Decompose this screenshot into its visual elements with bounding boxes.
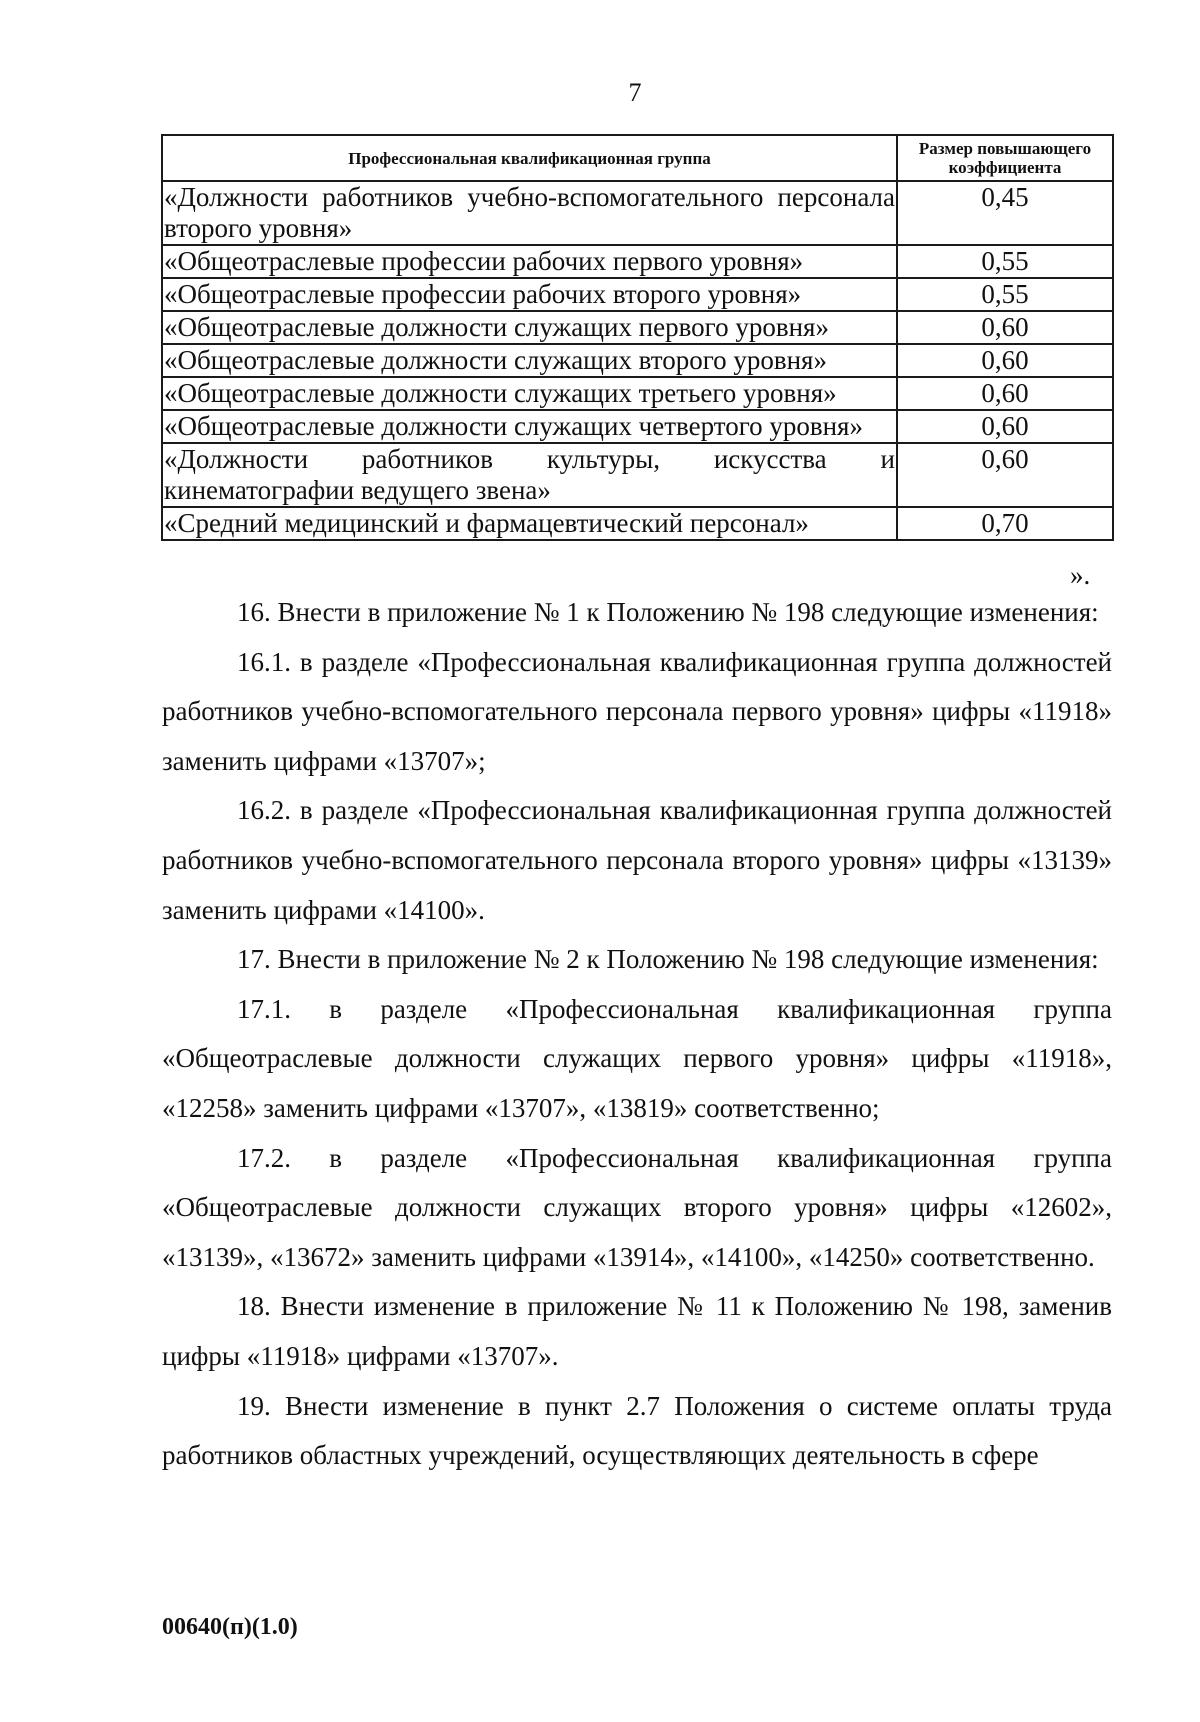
coefficient-cell: 0,60: [897, 443, 1113, 507]
group-cell: «Средний медицинский и фармацевтический персонал»: [162, 507, 897, 540]
coefficient-table: [161, 134, 1114, 541]
table-row: [162, 507, 1113, 540]
group-cell: «Общеотраслевые должности служащих второго уровня»: [162, 344, 897, 377]
paragraph-16-1: 16.1. в разделе «Профессиональная квалификационная группа должностей работников учебно-вспомогательного персонала первого уровня» цифры «11918» заменить цифрами «13707»;: [162, 646, 1112, 776]
coefficient-cell: 0,70: [897, 507, 1113, 540]
paragraph-17: 17. Внести в приложение № 2 к Положению № 198 следующие изменения:: [237, 944, 1099, 975]
group-cell: «Общеотраслевые профессии рабочих первого уровня»: [162, 245, 897, 278]
paragraph-16-2: 16.2. в разделе «Профессиональная квалификационная группа должностей работников учебно-вспомогательного персонала второго уровня» цифры «13139» заменить цифрами «14100».: [162, 795, 1112, 925]
column-header-coefficient: Размер повышающего коэффициента: [897, 135, 1113, 181]
group-cell: «Общеотраслевые должности служащих третьего уровня»: [162, 377, 897, 410]
table-row: [162, 181, 1113, 245]
coefficient-cell: 0,60: [897, 311, 1113, 344]
table-row: [162, 410, 1113, 443]
table-row: [162, 311, 1113, 344]
paragraph-17-2: 17.2. в разделе «Профессиональная квалификационная группа «Общеотраслевые должности служащих второго уровня» цифры «12602», «13139», «13672» заменить цифрами «13914», «14100», «14250» соответственно.: [162, 1142, 1112, 1272]
page-number: 7: [628, 78, 642, 107]
group-cell: «Должности работников учебно-вспомогательного персонала второго уровня»: [164, 182, 895, 243]
coefficient-cell: 0,60: [897, 377, 1113, 410]
group-cell: «Общеотраслевые профессии рабочих второго уровня»: [162, 278, 897, 311]
paragraph-18: 18. Внести изменение в приложение № 11 к Положению № 198, заменив цифры «11918» цифрами «13707».: [162, 1291, 1112, 1371]
coefficient-cell: 0,60: [897, 344, 1113, 377]
paragraph-19: 19. Внести изменение в пункт 2.7 Положения о системе оплаты труда работников областных учреждений, осуществляющих деятельность в сфере: [162, 1390, 1112, 1471]
group-cell: «Общеотраслевые должности служащих четвертого уровня»: [162, 410, 897, 443]
table-row: [162, 377, 1113, 410]
document-code: 00640(п)(1.0): [162, 1614, 298, 1640]
table-header-row: [162, 135, 1113, 181]
coefficient-cell: 0,55: [897, 278, 1113, 311]
group-cell: «Должности работников культуры, искусства и кинематографии ведущего звена»: [164, 444, 895, 505]
table-row: [162, 278, 1113, 311]
table-closing-quote: ».: [1070, 560, 1091, 590]
paragraph-16: 16. Внести в приложение № 1 к Положению № 198 следующие изменения:: [237, 597, 1099, 627]
table-row: [162, 245, 1113, 278]
group-cell: «Общеотраслевые должности служащих первого уровня»: [162, 311, 897, 344]
paragraph-17-1: 17.1. в разделе «Профессиональная квалификационная группа «Общеотраслевые должности служащих первого уровня» цифры «11918», «12258» заменить цифрами «13707», «13819» соответственно;: [162, 993, 1112, 1123]
column-header-group: Профессиональная квалификационная группа: [162, 135, 897, 181]
coefficient-cell: 0,45: [897, 181, 1113, 245]
coefficient-cell: 0,60: [897, 410, 1113, 443]
table-row: [162, 443, 1113, 507]
document-body: [162, 588, 1112, 1481]
coefficient-cell: 0,55: [897, 245, 1113, 278]
table-row: [162, 344, 1113, 377]
